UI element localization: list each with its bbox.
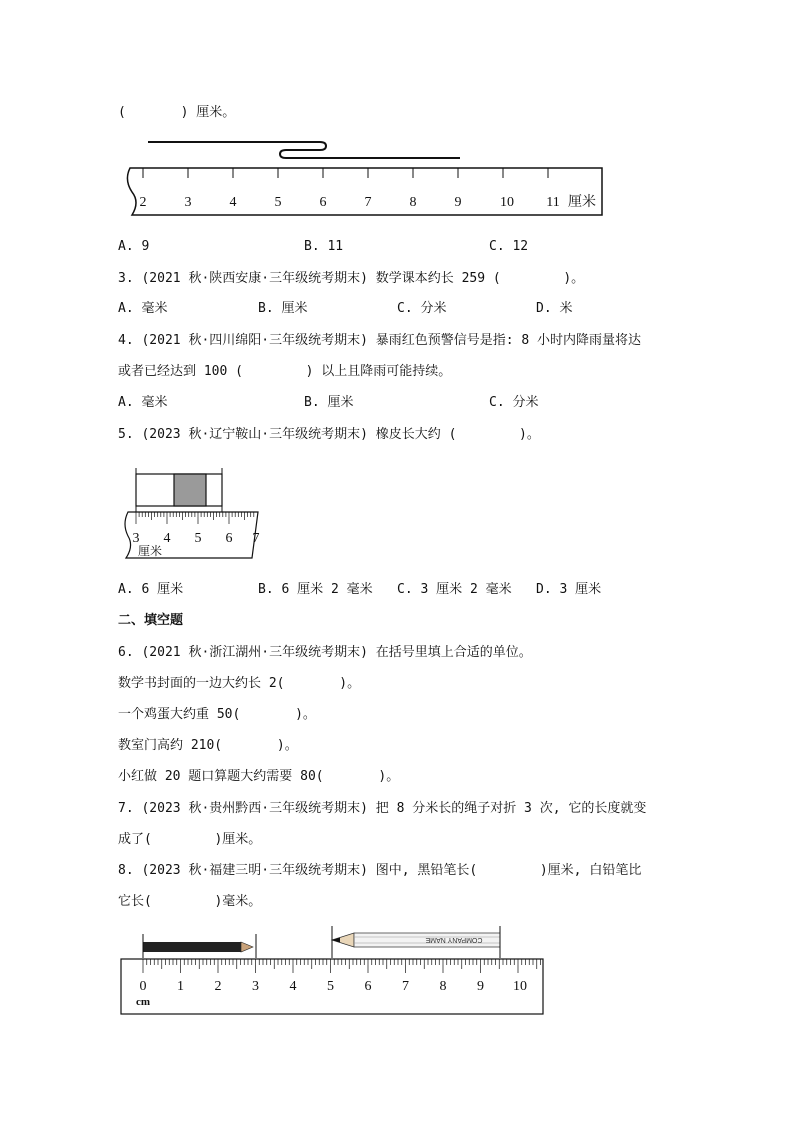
q8-ruler-label: 3 xyxy=(252,979,259,994)
q2-ruler-label: 3 xyxy=(184,195,192,210)
q8-ruler-label: 2 xyxy=(214,979,222,994)
q8-text-line2: 它长( )毫米。 xyxy=(118,894,262,909)
q2-ruler-label: 6 xyxy=(319,195,327,210)
q8-ruler-label: 1 xyxy=(177,979,184,994)
q6-item: 小红做 20 题口算题大约需要 80( )。 xyxy=(118,769,400,784)
q6-text: 6. (2021 秋·浙江湖州·三年级统考期末) 在括号里填上合适的单位。 xyxy=(118,645,532,660)
q2-ruler-label: 10 xyxy=(500,195,514,210)
q8-ruler-label: 7 xyxy=(402,979,409,994)
q8-ruler-label: 5 xyxy=(327,979,334,994)
q5-option-d[interactable]: D. 3 厘米 xyxy=(536,582,602,597)
q4-option-b[interactable]: B. 厘米 xyxy=(304,395,354,410)
q3-option-c[interactable]: C. 分米 xyxy=(397,301,447,316)
q5-ruler-unit: 厘米 xyxy=(138,544,163,558)
q8-ruler-label: 8 xyxy=(439,979,447,994)
q5-option-a[interactable]: A. 6 厘米 xyxy=(118,582,184,597)
q8-ruler-label: 6 xyxy=(364,979,372,994)
q2-tail-text: ( ) 厘米。 xyxy=(118,105,236,120)
q5-ruler-label: 5 xyxy=(194,531,202,546)
q5-ruler-label: 4 xyxy=(163,531,171,546)
q8-ruler-label: 9 xyxy=(477,979,484,994)
white-pencil-point xyxy=(332,938,340,943)
q4-text-line2: 或者已经达到 100 ( ) 以上且降雨可能持续。 xyxy=(118,364,452,379)
q5-ruler-label: 7 xyxy=(252,531,260,546)
q6-item: 一个鸡蛋大约重 50( )。 xyxy=(118,707,316,722)
q3-option-d[interactable]: D. 米 xyxy=(536,301,573,316)
q4-text-line1: 4. (2021 秋·四川绵阳·三年级统考期末) 暴雨红色预警信号是指: 8 小时内降雨量将达 xyxy=(118,333,642,348)
q3-option-b[interactable]: B. 厘米 xyxy=(258,301,308,316)
q3-option-a[interactable]: A. 毫米 xyxy=(118,301,168,316)
q4-option-c[interactable]: C. 分米 xyxy=(489,395,539,410)
q2-ruler-figure xyxy=(118,136,608,222)
q6-item: 教室门高约 210( )。 xyxy=(118,738,298,753)
q6-item: 数学书封面的一边大约长 2( )。 xyxy=(118,676,361,691)
white-pencil-label: COMPANY NAME xyxy=(425,936,483,943)
q7-text-line2: 成了( )厘米。 xyxy=(118,832,262,847)
q8-pencil-figure xyxy=(118,922,546,1018)
q5-ruler-label: 3 xyxy=(132,531,140,546)
q2-ruler-label: 9 xyxy=(454,195,462,210)
q2-ruler-label: 4 xyxy=(229,195,237,210)
eraser-band xyxy=(174,474,206,506)
q5-option-b[interactable]: B. 6 厘米 2 毫米 xyxy=(258,582,373,597)
q2-option-b[interactable]: B. 11 xyxy=(304,239,344,254)
q5-text: 5. (2023 秋·辽宁鞍山·三年级统考期末) 橡皮长大约 ( )。 xyxy=(118,427,540,442)
q2-string xyxy=(148,142,460,158)
black-pencil xyxy=(143,942,241,952)
q8-ruler-label: 10 xyxy=(513,979,527,994)
black-pencil-tip xyxy=(241,942,253,952)
q2-ruler-label: 11 xyxy=(546,195,560,210)
q2-ruler-label: 7 xyxy=(364,195,372,210)
q2-option-c[interactable]: C. 12 xyxy=(489,239,529,254)
q5-eraser-figure xyxy=(124,466,264,562)
q2-ruler-label: 2 xyxy=(139,195,147,210)
q3-text: 3. (2021 秋·陕西安康·三年级统考期末) 数学课本约长 259 ( )。 xyxy=(118,271,585,286)
q2-option-a[interactable]: A. 9 xyxy=(118,239,150,254)
q8-ruler-unit: cm xyxy=(136,996,151,1008)
q2-ruler-label: 8 xyxy=(409,195,417,210)
q2-ruler-label: 5 xyxy=(274,195,282,210)
q8-text-line1: 8. (2023 秋·福建三明·三年级统考期末) 图中, 黑铅笔长( )厘米, 白铅笔比 xyxy=(118,863,642,878)
q8-ruler-label: 0 xyxy=(139,979,147,994)
q5-ruler-label: 6 xyxy=(225,531,233,546)
q5-option-c[interactable]: C. 3 厘米 2 毫米 xyxy=(397,582,512,597)
q8-ruler-label: 4 xyxy=(289,979,297,994)
q4-option-a[interactable]: A. 毫米 xyxy=(118,395,168,410)
q7-text-line1: 7. (2023 秋·贵州黔西·三年级统考期末) 把 8 分米长的绳子对折 3 次, 它的长度就变 xyxy=(118,801,647,816)
section-title-fill-blank: 二、填空题 xyxy=(118,613,184,628)
q2-ruler-unit: 厘米 xyxy=(568,195,596,210)
